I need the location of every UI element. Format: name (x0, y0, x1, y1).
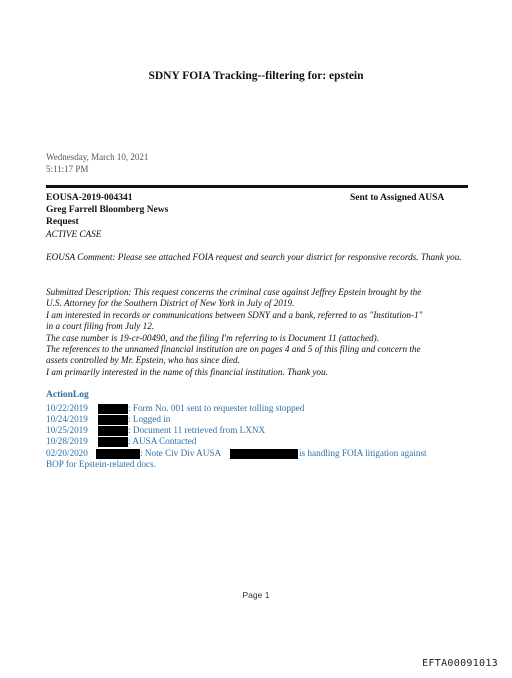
case-type: Request (46, 217, 79, 227)
log-text: : Note Civ Div AUSA (140, 448, 222, 458)
action-log-title: ActionLog (46, 390, 89, 400)
log-text: : AUSA Contacted (128, 436, 197, 446)
description-line: The case number is 19-cr-00490, and the filing I'm referring to is Document 11 (attached). (46, 332, 379, 343)
log-text: : Form No. 001 sent to requester tolling stopped (128, 403, 305, 413)
description-line: The references to the unnamed financial institution are on pages 4 and 5 of this filing and concern the (46, 344, 421, 355)
report-title: SDNY FOIA Tracking--filtering for: epstein (148, 70, 364, 82)
case-state: ACTIVE CASE (46, 229, 102, 239)
log-date: 10/22/2019 (46, 403, 88, 413)
log-date: 10/28/2019 (46, 436, 88, 446)
redaction-block (96, 449, 140, 459)
redaction-block (98, 404, 128, 414)
description-line: in a court filing from July 12. (46, 321, 155, 332)
description-line: I am primarily interested in the name of this financial institution. Thank you. (46, 366, 328, 377)
report-time: 5:11:17 PM (46, 164, 89, 174)
submitted-description (46, 287, 466, 378)
description-line: I am interested in records or communications between SDNY and a bank, referred to as "Institution-1" (46, 309, 423, 320)
description-line: Submitted Description: This request concerns the criminal case against Jeffrey Epstein brought by the (46, 287, 422, 297)
redaction-block (98, 437, 128, 447)
page-number: Page 1 (242, 590, 270, 600)
log-date: 02/20/2020 (46, 448, 88, 458)
case-status: Sent to Assigned AUSA (350, 193, 445, 203)
log-continuation-text: BOP for Epstein-related docs. (46, 459, 156, 469)
case-id: EOUSA-2019-004341 (46, 193, 133, 203)
log-date: 10/25/2019 (46, 425, 88, 435)
redaction-block (98, 415, 128, 425)
log-text: : Logged in (128, 414, 171, 424)
eousa-comment: EOUSA Comment: Please see attached FOIA request and search your district for responsive records. Thank you. (46, 252, 462, 262)
log-text: : Document 11 retrieved from LXNX (128, 425, 266, 435)
report-date: Wednesday, March 10, 2021 (46, 152, 149, 162)
case-requester: Greg Farrell Bloomberg News (46, 205, 169, 215)
redaction-block (98, 426, 128, 436)
description-line: U.S. Attorney for the Southern District of New York in July of 2019. (46, 298, 295, 309)
description-line: assets controlled by Mr. Epstein, who has since died. (46, 355, 240, 366)
redaction-block (230, 449, 298, 459)
bates-number: EFTA00091013 (422, 658, 498, 669)
log-continuation (46, 459, 156, 469)
log-date: 10/24/2019 (46, 414, 88, 424)
section-divider (46, 185, 468, 188)
log-text-continued: is handling FOIA litigation against (299, 448, 427, 458)
